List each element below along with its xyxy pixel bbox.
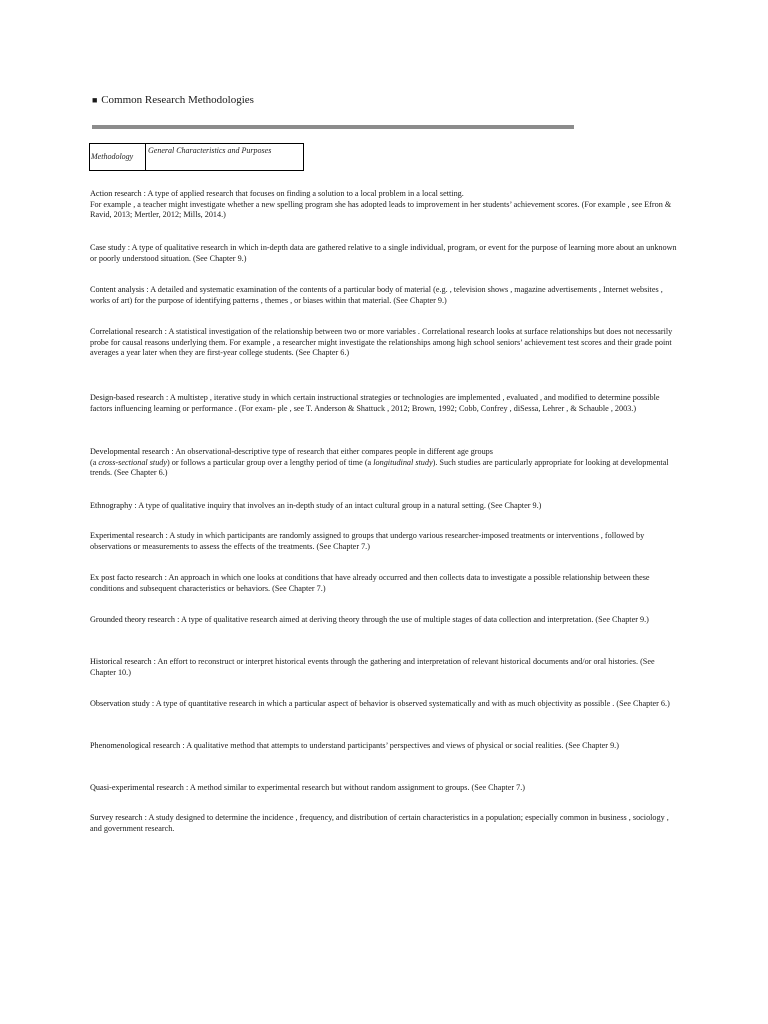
entry-definition: A multistep , iterative study in which certain instructional strategies or technologies are implemented , evaluated , and modified to determine possible factors influencing learning or performance . (For exam- ple , see T. Anderson & Shattuck , 2012; Brown, 1992; Cobb, Confrey , diSessa, Lehrer , & Schauble , 2003.): [90, 393, 660, 413]
entry-term: Observation study: [90, 699, 150, 708]
entry-quasi-experimental-research: Quasi-experimental research : A method similar to experimental research but without random assignment to groups. (See Chapter 7.): [90, 783, 525, 792]
entry-definition: A method similar to experimental research but without random assignment to groups. (See Chapter 7.): [189, 783, 525, 792]
entry-action-research: Action research : A type of applied research that focuses on finding a solution to a local problem in a local setting. For example , a teacher might investigate whether a new spelling program she has adopted leads to improvement in her students’ achievement scores. (For example , see Efron & Ravid, 2013; Mertler, 2012; Mills, 2014.): [90, 189, 672, 220]
entry-phenomenological-research: Phenomenological research : A qualitative method that attempts to understand participants’ perspectives and views of physical or social realities. (See Chapter 9.): [90, 741, 619, 750]
entry-definition: A statistical investigation of the relationship between two or more variables . Correlational research looks at surface relationships but does not necessarily probe for causal reasons underlying them. For example , a researcher might investigate the relationships among high school seniors’ achievement test scores and their grade point averages a year later when they are first-year college students. (See Chapter 6.): [90, 327, 673, 358]
entry-case-study: Case study : A type of qualitative research in which in-depth data are gathered relative to a single individual, program, or event for the purpose of learning more about an unknown or poorly understood situation. (See Chapter 9.): [90, 243, 677, 263]
entry-definition: An approach in which one looks at conditions that have already occurred and then collects data to investigate a possible relationship between these conditions and subsequent characteristics or behaviors. (See Chapter 7.): [90, 573, 650, 593]
entry-ethnography: Ethnography : A type of qualitative inquiry that involves an in-depth study of an intact cultural group in a natural setting. (See Chapter 9.): [90, 501, 542, 510]
entry-design-based-research: Design-based research : A multistep , iterative study in which certain instructional strategies or technologies are implemented , evaluated , and modified to determine possible factors influencing learning or performance . (For exam- ple , see T. Anderson & Shattuck , 2012; Brown, 1992; Cobb, Confrey , diSessa, Lehrer , & Schauble , 2003.): [90, 393, 660, 413]
entry-definition: A type of quantitative research in which a particular aspect of behavior is observed systematically and with as much objectivity as possible . (See Chapter 6.): [155, 699, 670, 708]
entry-term: Design-based research: [90, 393, 164, 402]
entry-content-analysis: Content analysis : A detailed and systematic examination of the contents of a particular body of material (e.g. , television shows , magazine advertisements , Internet websites , works of art) for the purpose of identifying patterns , themes , or biases within that material. (See Chapter 9.): [90, 285, 663, 305]
entry-definition: A type of qualitative research in which in-depth data are gathered relative to a single individual, program, or event for the purpose of learning more about an unknown or poorly understood situation. (See Chapter 9.): [90, 243, 677, 263]
square-bullet-icon: ■: [92, 95, 98, 105]
entry-definition: A study in which participants are randomly assigned to groups that undergo various researcher-imposed treatments or interventions , followed by observations or measurements to assess the effects of the treatments. (See Chapter 7.): [90, 531, 645, 551]
entry-definition: An observational-descriptive type of research that either compares people in different age groups: [175, 447, 493, 456]
entry-definition: A qualitative method that attempts to understand participants’ perspectives and views of physical or social realities. (See Chapter 9.): [186, 741, 619, 750]
entry-definition: A study designed to determine the incidence , frequency, and distribution of certain characteristics in a population; especially common in business , sociology , and government research.: [90, 813, 669, 833]
entry-term: Action research: [90, 189, 142, 198]
entry-observation-study: Observation study : A type of quantitative research in which a particular aspect of behavior is observed systematically and with as much objectivity as possible . (See Chapter 6.): [90, 699, 670, 708]
entry-term: Historical research: [90, 657, 152, 666]
entry-term: Content analysis: [90, 285, 145, 294]
entry-term: Ethnography: [90, 501, 133, 510]
entry-term: Correlational research: [90, 327, 163, 336]
methodology-table-header: [89, 143, 304, 171]
section-title: Common Research Methodologies: [101, 94, 254, 106]
entry-correlational-research: Correlational research : A statistical investigation of the relationship between two or more variables . Correlational research looks at surface relationships but does not necessarily probe for causal reasons underlying them. For example , a researcher might investigate the relationships among high school seniors’ achievement test scores and their grade point averages a year later when they are first-year college students. (See Chapter 6.): [90, 327, 673, 358]
entry-definition: A type of qualitative inquiry that involves an in-depth study of an intact cultural group in a natural setting. (See Chapter 9.): [138, 501, 542, 510]
table-header-characteristics: General Characteristics and Purposes: [148, 146, 272, 155]
entry-experimental-research: Experimental research : A study in which participants are randomly assigned to groups that undergo various researcher-imposed treatments or interventions , followed by observations or measurements to assess the effects of the treatments. (See Chapter 7.): [90, 531, 645, 551]
entry-term: Developmental research: [90, 447, 170, 456]
entry-developmental-research: Developmental research : An observational-descriptive type of research that either compares people in different age groups (a cross-sectional study) or follows a particular group over a lengthy period of time (a longitudinal study). Such studies are particularly appropriate for looking at developmental trends. (See Chapter 6.): [90, 447, 669, 478]
entry-term: Experimental research: [90, 531, 164, 540]
section-heading: [92, 94, 254, 106]
entry-definition: A detailed and systematic examination of the contents of a particular body of material (e.g. , television shows , magazine advertisements , Internet websites , works of art) for the purpose of identifying patterns , themes , or biases within that material. (See Chapter 9.): [90, 285, 663, 305]
entry-term: Survey research: [90, 813, 143, 822]
italic-term-longitudinal: longitudinal study: [373, 457, 433, 467]
entry-definition: A type of qualitative research aimed at deriving theory through the use of multiple stages of data collection and interpretation. (See Chapter 9.): [180, 615, 649, 624]
entry-term: Quasi-experimental research: [90, 783, 184, 792]
entry-term: Case study: [90, 243, 126, 252]
entry-definition: A type of applied research that focuses on finding a solution to a local problem in a local setting.: [147, 189, 464, 198]
horizontal-rule: [92, 125, 574, 129]
table-header-methodology: Methodology: [90, 144, 146, 170]
entry-ex-post-facto-research: Ex post facto research : An approach in which one looks at conditions that have already occurred and then collects data to investigate a possible relationship between these conditions and subsequent characteristics or behaviors. (See Chapter 7.): [90, 573, 650, 593]
entry-term: Phenomenological research: [90, 741, 181, 750]
entry-grounded-theory-research: Grounded theory research : A type of qualitative research aimed at deriving theory through the use of multiple stages of data collection and interpretation. (See Chapter 9.): [90, 615, 649, 624]
entry-definition: An effort to reconstruct or interpret historical events through the gathering and interpretation of relevant historical documents and/or oral histories. (See Chapter 10.): [90, 657, 655, 677]
entry-survey-research: Survey research : A study designed to determine the incidence , frequency, and distribution of certain characteristics in a population; especially common in business , sociology , and government research.: [90, 813, 669, 833]
entry-example: For example , a teacher might investigate whether a new spelling program she has adopted leads to improvement in her students’ achievement scores. (For example , see Efron & Ravid, 2013; Mertler, 2012; Mills, 2014.): [90, 199, 672, 220]
entry-historical-research: Historical research : An effort to reconstruct or interpret historical events through the gathering and interpretation of relevant historical documents and/or oral histories. (See Chapter 10.): [90, 657, 655, 677]
entry-term: Ex post facto research: [90, 573, 163, 582]
entry-term: Grounded theory research: [90, 615, 176, 624]
italic-term-cross-sectional: cross-sectional study: [98, 457, 168, 467]
